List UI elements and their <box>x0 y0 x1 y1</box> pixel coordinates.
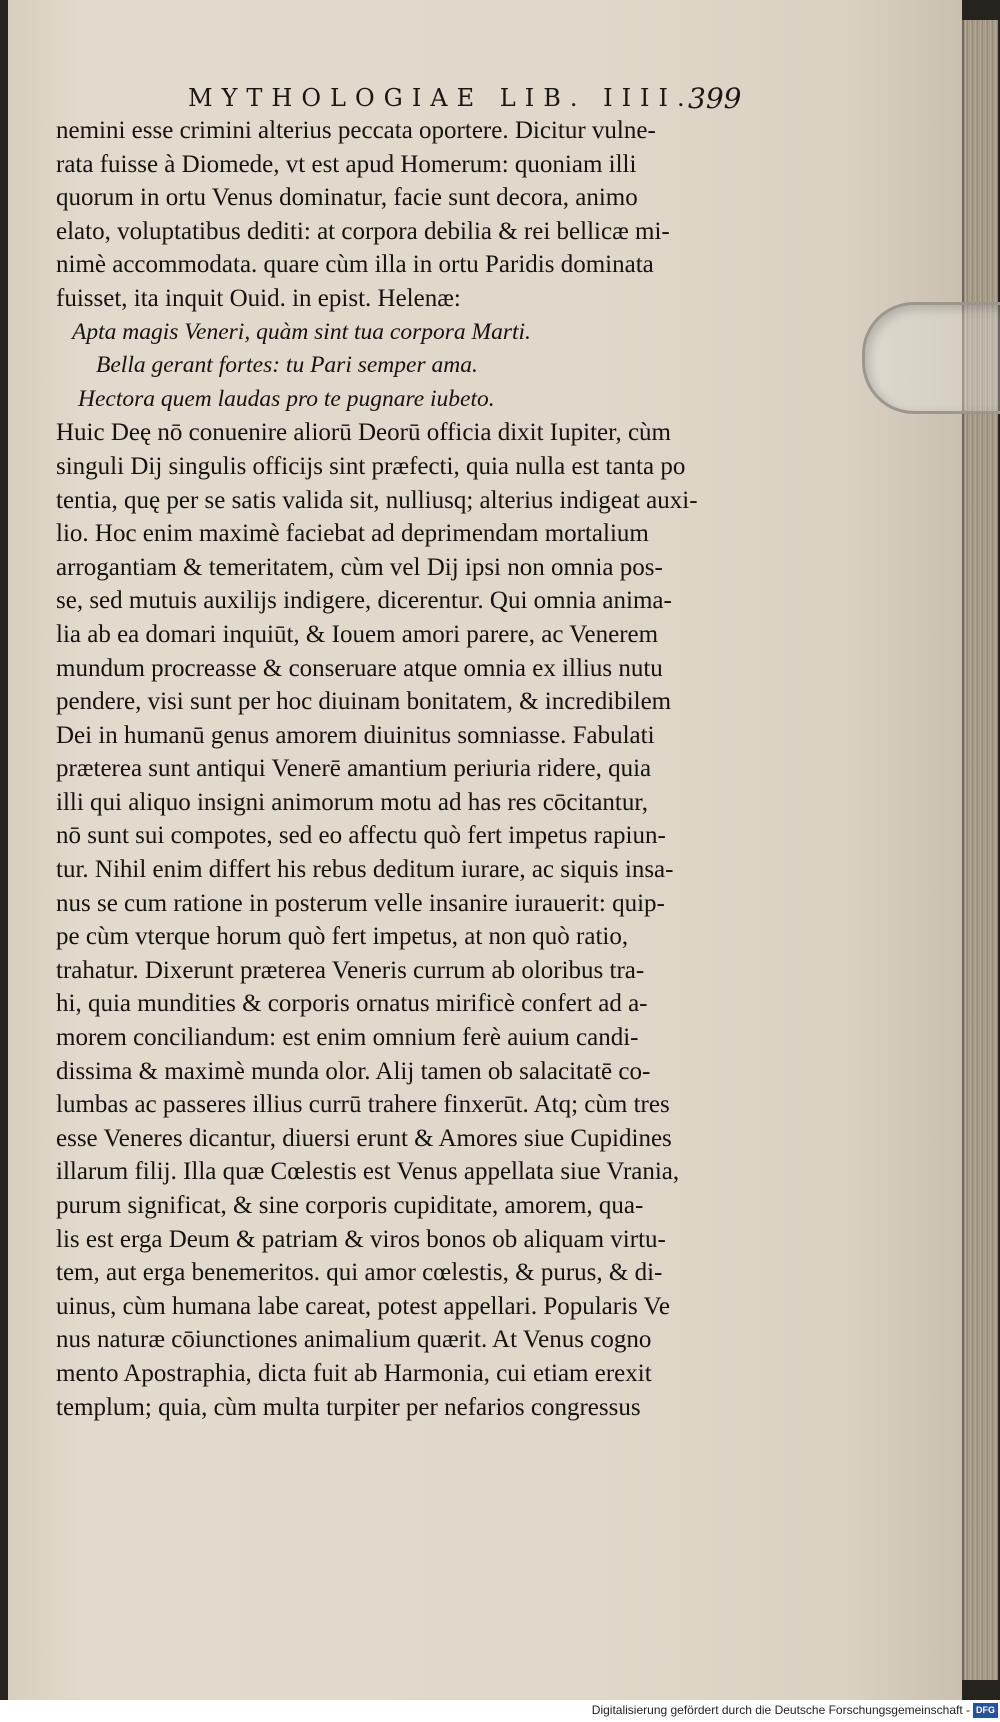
text-line: purum significat, & sine corporis cupiditate, amorem, qua- <box>56 1192 644 1219</box>
text-line: illarum filij. Illa quæ Cœlestis est Venus appellata siue Vrania, <box>56 1158 680 1186</box>
text-line: præterea sunt antiqui Venerē amantium periuria ridere, quia <box>56 755 652 783</box>
text-line: tem, aut erga benemeritos. qui amor cœlestis, & purus, & di- <box>56 1259 663 1287</box>
funding-credit: Digitalisierung gefördert durch die Deutsche Forschungsgemeinschaft - <box>591 1703 970 1717</box>
text-line: trahatur. Dixerunt præterea Veneris currum ab oloribus tra- <box>56 956 645 984</box>
text-line: nus naturæ cōiunctiones animalium quærit. At Venus cogno <box>56 1326 652 1354</box>
text-line: singuli Dij singulis officijs sint præfecti, quia nulla est tanta po <box>56 452 686 480</box>
text-line: Dei in humanū genus amorem diuinitus somniasse. Fabulati <box>56 721 655 749</box>
text-line: tur. Nihil enim differt his rebus deditum iurare, ac siquis insa- <box>56 856 674 884</box>
verse-line: Hectora quem laudas pro te pugnare iubeto. <box>78 385 495 412</box>
text-line: fuisset, ita inquit Ouid. in epist. Helenæ: <box>56 284 461 312</box>
footer-bar <box>0 1700 1000 1722</box>
verse-line: Bella gerant fortes: tu Pari semper ama. <box>96 352 478 379</box>
text-line: rata fuisse à Diomede, vt est apud Homerum: quoniam illi <box>56 150 637 178</box>
text-line: lio. Hoc enim maximè faciebat ad deprimendam mortalium <box>56 520 649 548</box>
text-line: mundum procreasse & conseruare atque omnia ex illius nutu <box>56 654 663 682</box>
dfg-logo: DFG <box>973 1703 998 1718</box>
text-line: dissima & maximè munda olor. Alij tamen ob salacitatē co- <box>56 1057 651 1085</box>
text-line: arrogantiam & temeritatem, cùm vel Dij ipsi non omnia pos- <box>56 553 663 581</box>
page-number: 399 <box>688 82 742 115</box>
text-line: illi qui aliquo insigni animorum motu ad has res cōcitantur, <box>56 788 648 816</box>
text-line: mento Apostraphia, dicta fuit ab Harmonia, cui etiam erexit <box>56 1359 652 1387</box>
text-line: nemini esse crimini alterius peccata oportere. Dicitur vulne- <box>56 117 656 144</box>
text-line: nimè accommodata. quare cùm illa in ortu Paridis dominata <box>56 251 654 279</box>
text-line: morem conciliandum: est enim omnium ferè auium candi- <box>56 1024 639 1052</box>
book-page <box>8 0 962 1700</box>
text-line: nus se cum ratione in posterum velle insanire iurauerit: quip- <box>56 889 665 917</box>
verse-line: Apta magis Veneri, quàm sint tua corpora Marti. <box>72 318 531 345</box>
page-fore-edge <box>962 20 998 1680</box>
text-line: esse Veneres dicantur, diuersi erunt & Amores siue Cupidines <box>56 1124 672 1152</box>
text-line: uinus, cùm humana labe careat, potest appellari. Popularis Ve <box>56 1292 670 1320</box>
text-line: elato, voluptatibus dediti: at corpora debilia & rei bellicæ mi- <box>56 217 670 245</box>
text-line: templum; quia, cùm multa turpiter per nefarios congressus <box>56 1393 641 1421</box>
text-line: Huic Deę nō conuenire aliorū Deorū officia dixit Iupiter, cùm <box>56 419 671 447</box>
text-line: quorum in ortu Venus dominatur, facie sunt decora, animo <box>56 184 638 212</box>
text-line: pendere, visi sunt per hoc diuinam bonitatem, & incredibilem <box>56 688 672 716</box>
text-line: hi, quia mundities & corporis ornatus mirificè confert ad a- <box>56 990 648 1018</box>
page-clip <box>862 302 1000 414</box>
body-text <box>56 114 731 1424</box>
running-head: MYTHOLOGIAE LIB. IIII. <box>188 84 694 112</box>
text-line: pe cùm vterque horum quò fert impetus, at non quò ratio, <box>56 923 629 951</box>
text-line: nō sunt sui compotes, sed eo affectu quò fert impetus rapiun- <box>56 822 666 850</box>
text-line: lis est erga Deum & patriam & viros bonos ob aliquam virtu- <box>56 1225 666 1253</box>
text-line: tentia, quę per se satis valida sit, nulliusq; alterius indigeat auxi- <box>56 486 698 514</box>
text-line: lumbas ac passeres illius currū trahere finxerūt. Atq; cùm tres <box>56 1091 670 1119</box>
text-line: se, sed mutuis auxilijs indigere, dicerentur. Qui omnia anima- <box>56 587 672 615</box>
text-line: lia ab ea domari inquiūt, & Iouem amori parere, ac Venerem <box>56 620 659 648</box>
